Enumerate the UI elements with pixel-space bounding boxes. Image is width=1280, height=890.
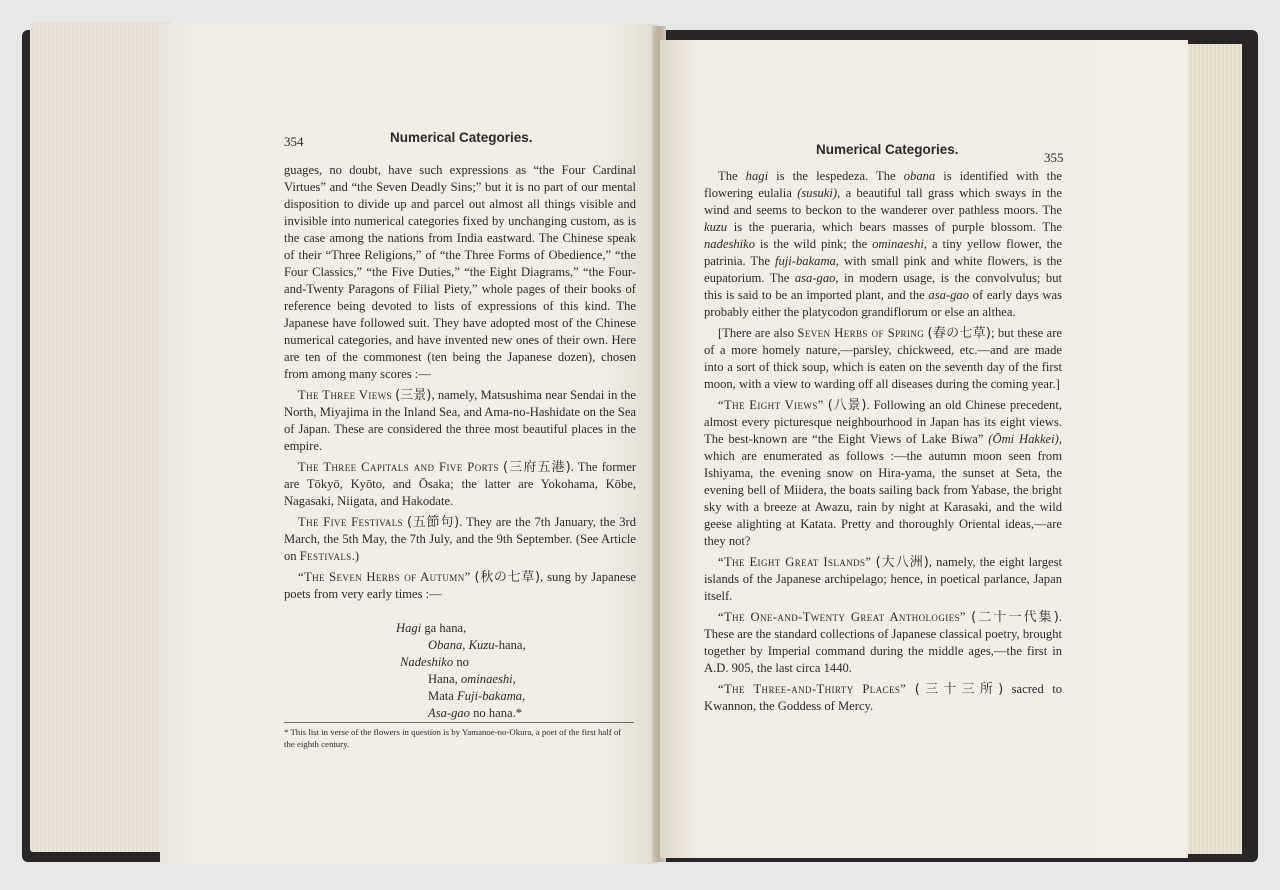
kanji-thirty-three-places: (三十三所)	[914, 682, 1004, 697]
paragraph-seven-herbs-autumn	[284, 569, 636, 603]
paragraph-seven-herbs-spring	[704, 325, 1062, 393]
text-run: . These are the standard collections of Japanese classical poetry, brought together by Imperial command during the middle ages,—the first in A.D. 905, the last circa 1440.	[704, 610, 1062, 675]
paragraph-intro: guages, no doubt, have such expressions as “the Four Cardinal Virtues” and “the Seven Deadly Sins;” but it is no part of our mental disposition to divide up and parcel out almost all things visible and invisible into numerical categories fixed by unchanging custom, as is the case among the nations from India eastward. The Chinese speak of their “Three Religions,” of “the Three Forms of Obedience,” “the Four Classics,” “the Five Duties,” “the Eight Diagrams,” “the Four-and-Twenty Paragons of Filial Piety,” whole pages of their books of reference being devoted to lists of expressions of this kind. The Japanese have followed suit. They have adopted most of the Chinese numerical categories, and have invented new ones of their own. Here are ten of the commonest (ten being the Japanese dozen), chosen from among many scores :—	[284, 163, 636, 381]
poem-text: Hana,	[428, 672, 461, 686]
poem-line-4	[428, 671, 516, 688]
term-eight-views: “The Eight Views”	[718, 398, 824, 412]
paragraph-eight-views	[704, 397, 1062, 550]
page-edges-right	[1184, 44, 1242, 854]
italic-run: (Ōmi Hakkei)	[988, 432, 1059, 446]
paragraph-eight-islands	[704, 554, 1062, 605]
text-run: , in modern usage, is the convolvulus; but this is said to be an imported plant, and the	[704, 271, 1062, 302]
text-run: [There are also	[718, 326, 798, 340]
kanji-five-festivals: (五節句)	[407, 515, 460, 530]
italic-run: (susuki)	[797, 186, 838, 200]
text-run: , which are enumerated as follows :—the autumn moon seen from Ishiyama, the evening snow on Hira-yama, the sunset at Seta, the evening bell of Miidera, the boats sailing back from Yabase, the bright sky with a breeze at Awazu, rain by night at Karasaki, and the wild geese alighting at Katata. Pretty and thoroughly Oriental ideas,—are they not?	[704, 432, 1062, 548]
italic-run: asa-gao	[794, 271, 836, 285]
term-capitals-ports: The Three Capitals and Five Ports	[298, 460, 499, 474]
kanji-seven-herbs-autumn: (秋の七草)	[474, 570, 541, 585]
footnote: * This list in verse of the flowers in question is by Yamanoe-no-Okura, a poet of the first half of the eighth century.	[284, 727, 622, 749]
term-eight-islands: “The Eight Great Islands”	[718, 555, 872, 569]
paragraph-capitals-ports	[284, 459, 636, 510]
text-run: , with small pink and white flowers, is the eupatorium. The	[704, 254, 1062, 285]
page-number-left: 354	[284, 134, 304, 149]
poem-text: no hana.*	[469, 706, 523, 720]
kanji-seven-herbs-spring: (春の七草)	[927, 326, 991, 341]
poem-text: ,	[512, 672, 516, 686]
poem-text: ga hana,	[421, 621, 467, 635]
paragraph-five-festivals	[284, 514, 636, 565]
italic-run: fuji-bakama	[774, 254, 836, 268]
poem-text: -hana,	[494, 638, 526, 652]
italic-run: nadeshiko	[704, 237, 756, 251]
right-page	[660, 40, 1188, 858]
right-text-block	[704, 168, 1062, 715]
poem-text: ,	[522, 689, 526, 703]
poem-text: ,	[462, 638, 469, 652]
italic-run: obana	[903, 169, 936, 183]
italic-run: asa-gao	[928, 288, 970, 302]
running-head-right: Numerical Categories.	[816, 142, 959, 157]
text-run: ; but these are of a more homely nature,—parsley, chickweed, etc.—and are made into a sort of thick soup, which is eaten on the seventh day of the first moon, with a view to warding off all diseases during the coming year.]	[704, 326, 1062, 391]
poem-italic: Nadeshiko	[400, 655, 454, 669]
page-edges-left	[30, 22, 170, 852]
paragraph-three-views	[284, 387, 636, 455]
term-five-festivals: The Five Festivals	[298, 515, 404, 529]
poem-line-2	[428, 637, 526, 654]
term-anthologies: “The One-and-Twenty Great Anthologies”	[718, 610, 966, 624]
page-number-right: 355	[1044, 150, 1064, 165]
poem-line-3	[400, 654, 469, 671]
poem-line-5	[428, 688, 525, 705]
kanji-anthologies: (二十一代集)	[971, 610, 1059, 625]
text-run: is identified with the flowering eulalia	[704, 169, 1062, 200]
poem-line-6	[428, 705, 522, 722]
kanji-eight-islands: (大八洲)	[875, 555, 929, 570]
poem-italic: Kuzu	[468, 638, 495, 652]
text-run: , a tiny yellow flower, the patrinia. The	[704, 237, 1063, 268]
text-run: is the wild pink; the	[755, 237, 873, 251]
poem-text: Mata	[428, 689, 458, 703]
term-seven-herbs-autumn: “The Seven Herbs of Autumn”	[298, 570, 471, 584]
term-three-views: The Three Views	[298, 388, 392, 402]
running-head-left: Numerical Categories.	[390, 130, 533, 145]
kanji-three-views: (三景)	[395, 388, 432, 403]
term-seven-herbs-spring: Seven Herbs of Spring	[797, 326, 925, 340]
term-thirty-three-places: “The Three-and-Thirty Places”	[718, 682, 907, 696]
text-five-festivals-end: .)	[351, 549, 360, 563]
text-five-festivals: . They are the 7th January, the 3rd March, the 5th May, the 7th July, and the 9th September. (See Article on	[284, 515, 636, 563]
paragraph-anthologies	[704, 609, 1062, 677]
italic-run: kuzu	[704, 220, 728, 234]
ref-festivals: Festivals	[299, 549, 352, 563]
poem-italic: Asa-gao	[428, 706, 470, 720]
text-run: is the pueraria, which bears masses of purple blossom. The	[727, 220, 1062, 234]
italic-run: ominaeshi	[872, 237, 924, 251]
poem-italic: Obana	[428, 638, 463, 652]
text-run: , a beautiful tall grass which sways in the wind and seems to beckon to the wanderer over pathless moors. The	[704, 186, 1062, 217]
poem-text: no	[453, 655, 469, 669]
footnote-rule	[284, 722, 634, 723]
text-three-views: , namely, Matsushima near Sendai in the North, Miyajima in the Inland Sea, and Ama-no-Hashidate on the Sea of Japan. These are considered the three most beautiful places in the empire.	[284, 388, 636, 453]
left-page	[160, 24, 658, 864]
text-seven-herbs-autumn: , sung by Japanese poets from very early times :—	[284, 570, 636, 601]
text-run: , namely, the eight largest islands of the Japanese archipelago; hence, in poetical parlance, Japan itself.	[704, 555, 1063, 603]
left-text-block	[284, 162, 636, 603]
kanji-eight-views: (八景)	[827, 398, 867, 413]
text-run: of early days was probably either the platycodon grandiflorum or else an althea.	[704, 288, 1062, 319]
kanji-capitals-ports: (三府五港)	[503, 460, 571, 475]
text-run: The	[718, 169, 746, 183]
poem-italic: ominaeshi	[460, 672, 513, 686]
paragraph-flower-notes	[704, 168, 1062, 321]
italic-run: hagi	[745, 169, 769, 183]
paragraph-thirty-three-places	[704, 681, 1062, 715]
text-capitals-ports: . The former are Tōkyō, Kyōto, and Ōsaka; the latter are Yokohama, Kōbe, Nagasaki, Niigata, and Hakodate.	[284, 460, 637, 508]
poem-italic: Fuji-bakama	[457, 689, 523, 703]
text-run: . Following an old Chinese precedent, almost every picturesque neighbourhood in Japan has its eight views. The best-known are “the Eight Views of Lake Biwa”	[704, 398, 1062, 446]
poem-italic: Hagi	[396, 621, 422, 635]
text-run: sacred to Kwannon, the Goddess of Mercy.	[704, 682, 1062, 713]
text-run: is the lespedeza. The	[768, 169, 904, 183]
poem-line-1	[396, 620, 466, 637]
